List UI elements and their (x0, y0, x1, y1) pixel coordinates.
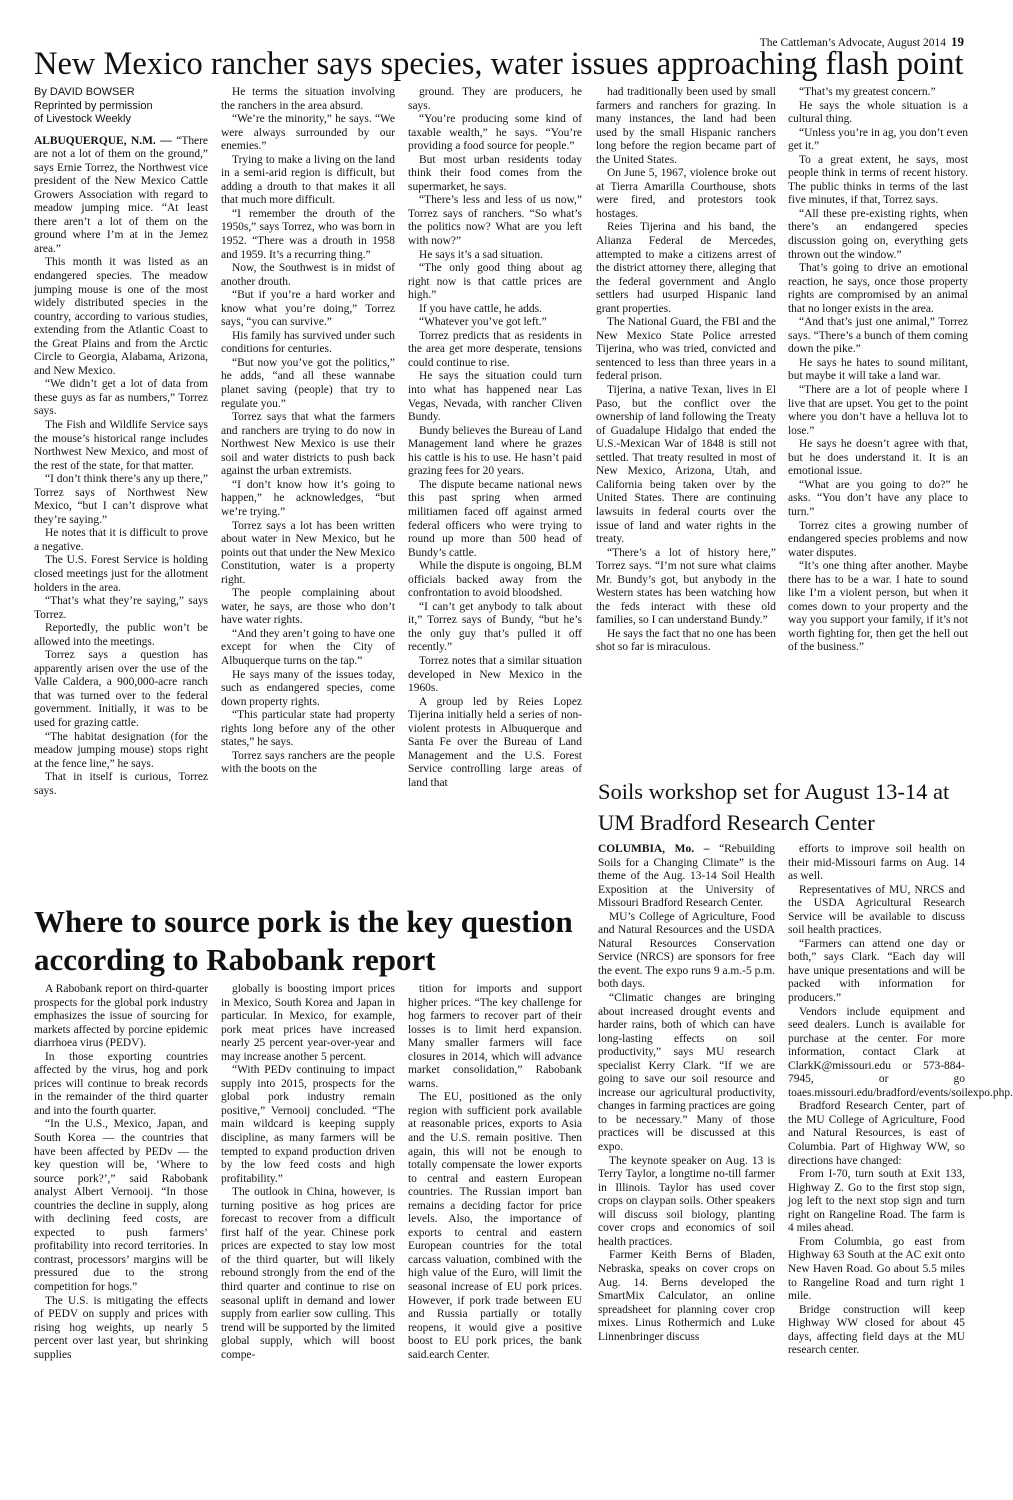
paragraph: Reportedly, the public won’t be allowed into the meetings. (34, 622, 208, 648)
paragraph: Now, the Southwest is in midst of another drouth. (221, 262, 395, 288)
paragraph: had traditionally been used by small farmers and ranchers for grazing. In many instances, the land had been used by the small Hispanic ranchers long before the region became part of the United States. (596, 86, 776, 166)
paragraph: Bradford Research Center, part of the MU College of Agriculture, Food and Natural Resources, is east of Columbia. Part of Highway WW, so directions have changed: (788, 1100, 965, 1167)
paragraph: “Farmers can attend one day or both,” says Clark. “Each day will have unique presentations and will be packed with information for producers.” (788, 937, 965, 1005)
paragraph: “That’s my greatest concern.” (799, 86, 936, 98)
paragraph: “With PEDv continuing to impact supply into 2015, prospects for the global pork industry remain positive,” Vernooij concluded. “The main wildcard is keeping supply discipline, as many farmers will be tempted to expand production driven by the low feed costs and high profitability.” (221, 1064, 395, 1185)
paragraph: The U.S. is mitigating the effects of PEDV on supply and prices with rising hog weights, up nearly 5 percent over last year, but shrinking supplies (34, 1294, 208, 1361)
paragraph: Bridge construction will keep Highway WW closed for about 45 days, affecting field days at the MU research center. (788, 1303, 965, 1357)
paragraph: A group led by Reies Lopez Tijerina initially held a series of non-violent protests in Albuquerque and Santa Fe over the Bureau of Land Management and the U.S. Forest Service controlling large areas of land that (408, 695, 582, 789)
paragraph: But most urban residents today think their food comes from the supermarket, he says. (408, 153, 582, 193)
byline (34, 86, 208, 127)
paragraph-text: “Rebuilding Soils for a Changing Climate” is the theme of the Aug. 13-14 Soil Health Exposition at the University of Missouri Bradford Research Center. (598, 843, 776, 910)
page-number: 19 (951, 34, 964, 49)
paragraph: “And that’s just one animal,” Torrez says. “There’s a bunch of them coming down the pike.” (788, 316, 968, 356)
paragraph: efforts to improve soil health on their mid-Missouri farms on Aug. 14 as well. (788, 843, 965, 883)
paragraph: “Unless you’re in ag, you don’t even get it.” (788, 126, 968, 153)
paragraph (34, 135, 208, 257)
paragraph: That in itself is curious, Torrez says. (34, 771, 208, 797)
paragraph: Bundy believes the Bureau of Land Management land where he grazes his cattle is his to use. He hasn’t paid grazing fees for 20 years. (408, 424, 582, 478)
paragraph: “What are you going to do?” he asks. “You don’t have any place to turn.” (788, 478, 968, 518)
paragraph: Reies Tijerina and his band, the Alianza Federal de Mercedes, attempted to make a citizens arrest of the district attorney there, alleging that the federal government and Anglo settlers had usurped Hispanic land grant properties. (596, 221, 776, 315)
paragraph: “I can’t get anybody to talk about it,” Torrez says of Bundy, “but he’s the only guy that’s pulled it off recently.” (408, 600, 582, 654)
paragraph: Farmer Keith Berns of Bladen, Nebraska, speaks on cover crops on Aug. 14. Berns developed the SmartMix Calculator, an online spreadsheet for planning cover crop mixes. Linus Rothermich and Luke Linnenbringer discuss (598, 1249, 775, 1343)
paragraph: Torrez cites a growing number of endangered species problems and now water disputes. (788, 519, 968, 559)
paragraph: “But now you’ve got the politics,” he adds, “and all these wannabe planet saving (people) that try to regulate you.” (221, 356, 395, 410)
paragraph: MU’s College of Agriculture, Food and Natural Resources and the USDA Natural Resources Conservation Service (NRCS) are sponsors for free the event. The expo runs 9 a.m.-5 p.m. both days. (598, 910, 775, 991)
paragraph: “There’s a lot of history here,” Torrez says. “I’m not sure what claims Mr. Bundy’s got, but anybody in the Western states has been watching how the feds interact with these old families, so I can understand Bundy.” (596, 546, 776, 627)
paragraph: “I remember the drouth of the 1950s,” says Torrez, who was born in 1952. “There was a drouth in 1958 and 1959. It’s a recurring thing.” (221, 207, 395, 261)
paragraph: “This particular state had property rights long before any of the other states,” he says. (221, 709, 395, 749)
paragraph: “I don’t know how it’s going to happen,” he acknowledges, “but we’re trying.” (221, 478, 395, 518)
article-column (408, 983, 582, 1491)
paragraph: “There’s less and less of us now,” Torrez says of ranchers. “So what’s the politics now? What are you left with now?” (408, 194, 582, 248)
paragraph: The U.S. Forest Service is holding closed meetings just for the allotment holders in the area. (34, 554, 208, 594)
paragraph (598, 843, 775, 911)
paragraph: He says the situation could turn into what has happened near Las Vegas, Nevada, with rancher Cliven Bundy. (408, 370, 582, 424)
paragraph: “But if you’re a hard worker and know what you’re doing,” Torrez says, “you can survive.” (221, 289, 395, 329)
paragraph: Torrez notes that a similar situation developed in New Mexico in the 1960s. (408, 654, 582, 695)
paragraph: While the dispute is ongoing, BLM officials backed away from the confrontation to avoid bloodshed. (408, 560, 582, 600)
article-headline: New Mexico rancher says species, water issues approaching flash point (34, 46, 964, 82)
paragraph: “All these pre-existing rights, when there’s an endangered species discussion going on, everything gets thrown out the window.” (788, 207, 968, 261)
article-headline: Soils workshop set for August 13-14 at UM Bradford Research Center (598, 779, 950, 835)
paragraph: From I-70, turn south at Exit 133, Highway Z. Go to the first stop sign, jog left to the next stop sign and turn right on Rangeline Road. The farm is 4 miles ahead. (788, 1168, 965, 1235)
paragraph: The Fish and Wildlife Service says the mouse’s historical range includes Northwest New Mexico, and most of the rest of the state, for that matter. (34, 418, 208, 472)
paragraph: “Whatever you’ve got left.” (419, 316, 547, 329)
paragraph: Tijerina, a native Texan, lives in El Paso, but the conflict over the ownership of land following the Treaty of Guadalupe Hidalgo that ended the U.S.-Mexican War of 1848 is still not settled. That treaty resulted in most of New Mexico, Arizona, Utah, and California being taken over by the United States. There are continuing lawsuits in federal courts over the issue of land and water rights in the treaty. (596, 384, 776, 546)
paragraph: “You’re producing some kind of taxable wealth,” he says. “You’re providing a food source for people.” (408, 113, 582, 153)
paragraph: “Climatic changes are bringing about increased drought events and harder rains, both of which can have long-lasting effects on soil productivity,” says MU research specialist Kerry Clark. “If we are going to save our soil resource and increase our agricultural productivity, changes in farming practices are going to be necessary.” Many of those practices will be discussed at this expo. (598, 992, 775, 1154)
publication-name: The Cattleman’s Advocate, August 2014 (759, 37, 946, 49)
dateline: ALBUQUERQUE, N.M. — (34, 134, 172, 147)
paragraph: That’s going to drive an emotional reaction, he says, once those property rights are compromised by an animal that no longer exists in the area. (788, 262, 968, 315)
paragraph: The people complaining about water, he says, are those who don’t have water rights. (221, 587, 395, 627)
paragraph: He says he doesn’t agree with that, but he does understand it. It is an emotional issue. (788, 438, 968, 478)
paragraph: ground. They are producers, he says. (408, 86, 582, 112)
paragraph: He terms the situation involving the ranchers in the area absurd. (221, 86, 395, 112)
paragraph: Torrez says that what the farmers and ranchers are trying to do now in Northwest New Mexico is use their soil and water districts to push back against the urban extremists. (221, 411, 395, 478)
paragraph: “The habitat designation (for the meadow jumping mouse) stops right at the fence line,” he says. (34, 730, 208, 770)
article-column (34, 86, 208, 894)
paragraph: “The only good thing about ag right now is that cattle prices are high.” (408, 262, 582, 302)
paragraph: tition for imports and support higher prices. “The key challenge for hog farmers to recover part of their losses is to limit herd expansion. Many smaller farmers will face closures in 2014, which will advance market consolidation,” Rabobank warns. (408, 983, 582, 1090)
paragraph: “We didn’t get a lot of data from these guys as far as numbers,” Torrez says. (34, 378, 208, 418)
paragraph: Representatives of MU, NRCS and the USDA Agricultural Research Service will be available to discuss soil health practices. (788, 883, 965, 937)
paragraph: “We’re the minority,” he says. “We were always surrounded by our enemies.” (221, 113, 395, 153)
article-headline: Where to source pork is the key question according to Rabobank report (34, 904, 573, 977)
article-column (788, 843, 1013, 1491)
paragraph-text: “There are not a lot of them on the ground,” says Ernie Torrez, the Northwest vice president of the New Mexico Cattle Growers Association with regard to meadow jumping mice. “At least there aren’t a lot of them on the ground where I’m at in the Jemez area.” (34, 134, 209, 255)
paragraph: “That’s what they’re saying,” says Torrez. (34, 595, 208, 621)
byline-source: of Livestock Weekly (34, 113, 132, 125)
paragraph: The dispute became national news this past spring when armed militiamen faced off against armed federal officers who were trying to round up more than 500 head of Bundy’s cattle. (408, 478, 582, 559)
paragraph: “There are a lot of people where I live that are upset. You get to the point where you don’t have a helluva lot to lose.” (788, 384, 968, 437)
article-column (221, 86, 395, 894)
paragraph: He says many of the issues today, such as endangered species, come down property rights. (221, 668, 395, 708)
paragraph: globally is boosting import prices in Mexico, South Korea and Japan in particular. In Mexico, for example, pork meat prices have increased nearly 25 percent year-over-year and may increase another 5 percent. (221, 983, 395, 1063)
paragraph: On June 5, 1967, violence broke out at Tierra Amarilla Courthouse, shots were fired, and protestors took hostages. (596, 167, 776, 220)
paragraph: Torrez says ranchers are the people with the boots on the (221, 749, 395, 776)
paragraph: The keynote speaker on Aug. 13 is Terry Taylor, a longtime no-till farmer in Illinois. Taylor has used cover crops on claypan soils. Other speakers will discuss soil biology, planting cover crops and economics of soil health practices. (598, 1154, 775, 1248)
byline-author: By DAVID BOWSER (34, 86, 135, 98)
article-column (598, 843, 775, 1491)
paragraph: “It’s one thing after another. Maybe there has to be a war. I hate to sound like I’m a violent person, but when it comes down to your property and the way you support your family, if it’s not worth fighting for, then get the hell out of the business.” (788, 560, 968, 654)
article-column (788, 86, 968, 766)
paragraph: The EU, positioned as the only region with sufficient pork available at reasonable prices, exports to Asia and the U.S. remain positive. Then again, this will not be enough to totally compensate the lower exports to central and eastern European countries. The Russian import ban remains a deciding factor for price levels. Also, the importance of exports to central and eastern European countries for the total carcass valuation, combined with the high value of the Euro, will limit the seasonal increase of EU pork prices. However, if pork trade between EU and Russia partially or totally reopens, it would give a positive boost to EU pork prices, the bank said.earch Center. (408, 1091, 582, 1361)
paragraph: He says it’s a sad situation. (419, 248, 543, 261)
article-column (408, 86, 582, 894)
paragraph: A Rabobank report on third-quarter prospects for the global pork industry emphasizes the issue of sourcing for markets affected by porcine epidemic diarrhoea virus (PEDV). (34, 983, 208, 1050)
paragraph: “I don’t think there’s any up there,” Torrez says of Northwest New Mexico, “but I can’t disprove what they’re saying.” (34, 473, 208, 526)
paragraph: He says he hates to sound militant, but maybe it will take a land war. (788, 356, 968, 383)
paragraph: “And they aren’t going to have one except for when the City of Albuquerque turns on the tap.” (221, 627, 395, 667)
paragraph: From Columbia, go east from Highway 63 South at the AC exit onto New Haven Road. Go about 5.5 miles to Rangeline Road and turn right 1 mile. (788, 1235, 965, 1303)
paragraph: If you have cattle, he adds. (419, 302, 542, 315)
article-column (596, 86, 776, 766)
paragraph: Trying to make a living on the land in a semi-arid region is difficult, but adding a drouth to that makes it all that much more difficult. (221, 153, 395, 207)
paragraph: Torrez predicts that as residents in the area get more desperate, tensions could continue to rise. (408, 329, 582, 369)
paragraph: This month it was listed as an endangered species. The meadow jumping mouse is one of the most widely distributed species in the country, according to various studies, extending from the Atlantic Coast to the Great Plains and from the Arctic Circle to Georgia, Alabama, Arizona, and New Mexico. (34, 256, 208, 377)
paragraph: In those exporting countries affected by the virus, hog and pork prices will continue to break records in the remainder of the third quarter and into the fourth quarter. (34, 1050, 208, 1117)
paragraph: The outlook in China, however, is turning positive as hog prices are forecast to recover from a difficult first half of the year. Chinese pork prices are expected to stay low most of the third quarter, but will likely rebound strongly from the end of the third quarter and continue to rise on seasonal uplift in demand and lower supply from earlier sow culling. This trend will be supported by the limited global supply, which will boost compe- (221, 1186, 395, 1361)
dateline: COLUMBIA, Mo. – (598, 843, 710, 855)
paragraph: His family has survived under such conditions for centuries. (221, 329, 395, 356)
byline-credit: Reprinted by permission (34, 99, 153, 112)
paragraph: “In the U.S., Mexico, Japan, and South Korea — the countries that have been affected by PEDv — the key question will be, ‘Where to source pork?’,” said Rabobank analyst Albert Vernooij. “In those countries the decline in supply, along with declining feed costs, are expected to push farmers’ profitability into record territories. In contrast, processors’ margins will be pressured due to the strong competition for hogs.” (34, 1118, 208, 1294)
paragraph: Vendors include equipment and seed dealers. Lunch is available for purchase at the center. For more information, contact Clark at ClarkK@missouri.edu or 573-884-7945, or go toaes.missouri.edu/bradford/events/soilexpo.php. (788, 1005, 1013, 1099)
paragraph: To a great extent, he says, most people think in terms of recent history. The public thinks in terms of the last five minutes, if that, Torrez says. (788, 153, 968, 207)
paragraph: Torrez says a lot has been written about water in New Mexico, but he points out that under the New Mexico Constitution, water is a property right. (221, 519, 395, 586)
paragraph: He says the whole situation is a cultural thing. (788, 99, 968, 126)
article-column (221, 983, 395, 1491)
article-column (34, 983, 208, 1491)
paragraph: He says the fact that no one has been shot so far is miraculous. (596, 627, 776, 654)
paragraph: He notes that it is difficult to prove a negative. (34, 527, 208, 553)
paragraph: The National Guard, the FBI and the New Mexico State Police arrested Tijerina, who was tried, convicted and sentenced to less than three years in a federal prison. (596, 316, 776, 383)
paragraph: Torrez says a question has apparently arisen over the use of the Valle Caldera, a 900,000-acre ranch that was turned over to the federal government. Initially, it was to be used for grazing cattle. (34, 649, 208, 730)
